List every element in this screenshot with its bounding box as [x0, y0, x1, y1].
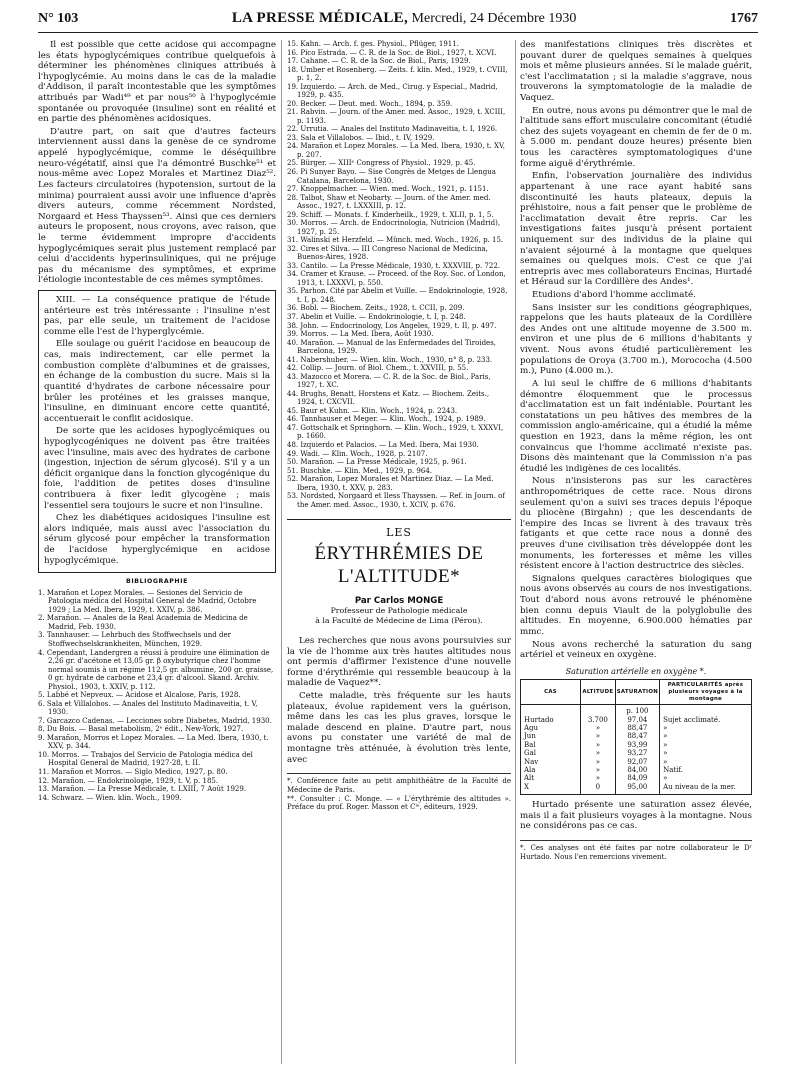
table-cell: Hurtado: [521, 716, 581, 724]
bib-entry: 8. Du Bois. — Basal metabolism, 2ᵉ édit., New-York, 1927.: [38, 725, 244, 734]
bib-entry: 5. Labbé et Nepveux. — Acidose et Alcalose, Paris, 1928.: [38, 691, 241, 700]
table-cell: Gal: [521, 749, 581, 757]
paragraph: Signalons quelques caractères biologiques que nous avons observés au cours de nos investigations. Tout d'abord nous avons retrouvé le phénomène bien connu depuis Viault de la polyglobulie des altitudes. En moyenne, 6.900.000 hématies par mmc.: [520, 573, 752, 637]
table-cell: 93,27: [615, 749, 659, 757]
table-cell: Sujet acclimaté.: [660, 716, 752, 724]
bib-entry: 12. Marañon. — Endokrinologie, 1929, t. V, p. 185.: [38, 776, 219, 785]
bib-entry: 16. Pico Estrada. — C. R. de la Soc. de Biol., 1927, t. XCVI.: [287, 48, 497, 57]
journal-title: [232, 10, 577, 27]
table-cell: »: [581, 724, 616, 732]
box-paragraph: Chez les diabétiques acidosiques l'insuline est alors indiquée, mais aussi avec l'association du sérum glycosé pour empêcher la transformation de l'acidose hyperglycémique en acidose hypoglycémique.: [44, 513, 270, 566]
paragraph: D'autre part, on sait que d'autres facteurs interviennent aussi dans la genèse de ce syndrome appelé hypoglycémique, comme le déséquilibre neuro-végétatif, ainsi que l'a démontré Buschke⁵¹ et nous-même avec Lopez Morales et Martinez Diaz⁵². Les facteurs circulatoires (hypotension, surtout de la minima) pourraient aussi avoir une influence d'après divers auteurs, comme récemment Nordsted, Norgaard et Hess Thayssen⁵³. Ainsi que ces derniers auteurs le proposent, nous croyons, avec raison, que le terme évidemment impropre d'accidents hypoglycémiques serait plus justement remplacé par celui d'accidents hyperinsuliniques, qui ne préjuge pas du mécanisme des symptômes, et exprime l'étiologie incontestable de ces mêmes symptômes.: [38, 126, 276, 286]
table-row: [521, 716, 752, 724]
bib-entry: 40. Marañon. — Manual de las Enfermedades del Tiroides, Barcelona, 1929.: [287, 338, 497, 356]
paragraph: des manifestations cliniques très discrètes et pouvant durer de quelques semaines à quelques mois et même plusieurs années. Si le malade guérit, c'est l'acclimatation ; si la maladie s'aggrave, nous trouverons la symptomatologie de la maladie de Vaquez.: [520, 40, 752, 104]
table-cell: »: [581, 741, 616, 749]
bib-entry: 6. Sala et Villalobos. — Anales del Instituto Madinaveitia, t. V, 1930.: [38, 699, 258, 717]
footnote: **. Consulter : C. Monge. — « L'érythrémie des altitudes ». Préface du prof. Roger. Masson et Cⁱᵉ, éditeurs, 1929.: [287, 794, 511, 812]
table-row: [521, 724, 752, 732]
bib-entry: 29. Schiff. — Monats. f. Kinderheilk., 1929, t. XLII, p. 1, 5.: [287, 210, 494, 219]
bib-entry: 50. Marañon. — La Presse Médicale, 1925, p. 961.: [287, 458, 467, 467]
table-cell-empty: [521, 705, 581, 716]
bib-entry: 52. Marañon, Lopez Morales et Martinez Diaz. — La Med. Ibera, 1930, t. XXV, p. 283.: [287, 475, 494, 492]
bib-entry: 26. Pi Sunyer Bayo. — Sise Congrès de Metges de Llengua Catalana, Barcelona, 1930.: [287, 167, 496, 185]
table-cell: Jun: [521, 732, 581, 740]
issue-date: Mercredi, 24 Décembre 1930: [411, 11, 577, 26]
article-title: ÉRYTHRÉMIES DE L'ALTITUDE*: [314, 542, 484, 587]
column-rule: [515, 40, 516, 1064]
table-cell: Au niveau de la mer.: [660, 783, 752, 795]
table-row: [521, 732, 752, 740]
box-paragraph: De sorte que les acidoses hypoglycémiques ou hypoglycogéniques ne doivent pas être traitées avec l'insuline, mais avec des hydrates de carbone (ingestion, injection de sérum glycosé). S'il y a un déficit organique dans la fonction glycogénique du foie, l'addition de petites doses d'insuline contribuera à fixer ledit glycogène ; mais l'essentiel sera toujours le sucre et non l'insuline.: [44, 426, 270, 511]
bib-entry: 23. Sala et Villalobos. — Ibid., t. IV, 1929.: [287, 133, 435, 142]
bib-entry: 30. Morros. — Arch. de Endocrinologia, Nutricion (Madrid), 1927, p. 25.: [287, 219, 501, 236]
bib-entry: 31. Walinski et Herzfeld. — Münch. med. Woch., 1926, p. 15.: [287, 236, 504, 245]
table-cell: Bal: [521, 741, 581, 749]
table-cell: »: [581, 774, 616, 782]
bib-entry: 1. Marañon et Lopez Morales. — Sesiones del Servicio de Patologia médica del Hospital General de Madrid, Octobre 1929 ; La Med. Ibera, 1929, t. XXIV, p. 386.: [38, 588, 257, 614]
table-unit: p. 100: [615, 705, 659, 716]
table-cell: »: [660, 724, 752, 732]
box-paragraph: XIII. — La conséquence pratique de l'étude antérieure est très intéressante : l'insuline n'est pas, par elle seule, un traitement de l'acidose comme elle l'est de l'hyperglycémie.: [44, 295, 270, 337]
bib-entry: 13. Marañon. — La Presse Médicale, t. LXIII, 7 Août 1929.: [38, 785, 247, 794]
bib-entry: 39. Morros. — La Med. Ibera, Août 1930.: [287, 330, 434, 339]
table-cell: »: [581, 758, 616, 766]
bib-entry: 15. Kahn. — Arch. f. ges. Physiol., Pflüger, 1911.: [287, 40, 459, 48]
paragraph: En outre, nous avons pu démontrer que le mal de l'altitude sans effort musculaire concomitant (étudié chez des sujets voyageant en chemin de fer de 0 m. à 5.000 m. pendant douze heures) présente bien tous les caractères symptomatologiques d'une forme aiguë d'érythrémie.: [520, 105, 752, 169]
paragraph: A lui seul le chiffre de 6 millions d'habitants démontre éloquemment que le processus d'acclimatation est un fait indéniable. Pourtant les constatations un peu hâtives des membres de la commission anglo-américaine, qui a étudié la même question en 1923, dans la même région, les ont convaincus que l'homme acclimaté n'existe pas. Disons dès maintenant que la Commission n'a pas étudié les indigènes de ces localités.: [520, 378, 752, 474]
table-cell: 92,07: [615, 758, 659, 766]
table-header: ALTITUDE: [581, 680, 616, 705]
bib-entry: 18. Umber et Rosenberg. — Zeits. f. klin. Med., 1929, t. CVIII, p. 1, 2.: [287, 65, 508, 83]
table-cell: »: [660, 758, 752, 766]
bib-entry: 11. Marañon et Morros. — Siglo Medico, 1927, p. 80.: [38, 767, 228, 776]
table-cell: Alt: [521, 774, 581, 782]
table-cell: »: [660, 741, 752, 749]
table-row: [521, 749, 752, 757]
table-header: CAS: [521, 680, 581, 705]
bib-entry: 22. Urrutia. — Anales del Instituto Madinaveitia, t. I, 1926.: [287, 125, 498, 134]
bib-entry: 53. Nordsted, Norgaard et Iless Thayssen. — Ref. in Journ. of the Amer. med. Assoc., 1930, t. XCIV, p. 676.: [287, 492, 505, 509]
paragraph: Sans insister sur les conditions géographiques, rappelons que les hauts plateaux de la Cordillère des Andes ont une altitude moyenne de 3.500 m. environ et une plus de 6 millions d'habitants y vivent. Nous avons étudié particulièrement les populations de Oroya (3.700 m.), Morococha (4.500 m.), Puno (4.000 m.).: [520, 302, 752, 377]
table-cell: »: [660, 732, 752, 740]
bib-entry: 44. Brughs, Benatt, Horstens et Katz. — Biochem. Zeits., 1924, t. CXCVII.: [287, 389, 490, 407]
column-right: [520, 40, 752, 862]
bib-entry: 19. Izquierdo. — Arch. de Med., Cirug. y Especial., Madrid, 1929, p. 435.: [287, 82, 498, 100]
bib-entry: 14. Schwarz. — Wien. klin. Woch., 1909.: [38, 793, 182, 802]
table-cell: X: [521, 783, 581, 795]
bib-entry: 41. Nabershuber. — Wien. klin. Woch., 1930, n° 8, p. 233.: [287, 355, 493, 364]
table-body: [521, 705, 752, 795]
journal-name: LA PRESSE MÉDICALE,: [231, 10, 409, 26]
table-cell: 3.700: [581, 716, 616, 724]
paragraph: Nous n'insisterons pas sur les caractères anthropométriques de cette race. Nous dirons seulement qu'on a suivi ses traces depuis l'époque du pliocène (Birgahn) ; que les descendants de l'empire des Incas se livrent à des travaux très fatigants et que cette race nous a donné des preuves d'une civilisation très développée dont les monuments, les forteresses et même les villes résistent encore à l'action destructrice des siècles.: [520, 476, 752, 572]
table-cell: Agu: [521, 724, 581, 732]
table-cell: »: [660, 774, 752, 782]
table-cell: 0: [581, 783, 616, 795]
bib-entry: 10. Morros. — Trabajos del Servicio de Patologia médica del Hospital General de Madrid, 1927-28, t. II.: [38, 750, 253, 768]
bib-entry: 20. Becker. — Deut. med. Woch., 1894, p. 359.: [287, 99, 453, 108]
table-cell-empty: [660, 705, 752, 716]
paragraph: Etudions d'abord l'homme acclimaté.: [532, 290, 696, 301]
box-paragraph: Elle soulage ou guérit l'acidose en beaucoup de cas, mais indirectement, car elle permet la combustion complète d'albumines et de graisses, en échange de la combustion du sucre. Mais si la quantité d'hydrates de carbone nécessaire pour brûler les protéines et les graisses manque, l'insuline, en diminuant encore cette quantité, accentuerait le conflit acidosique.: [44, 339, 270, 424]
bib-entry: 46. Tannhauser et Meger. — Klin. Woch., 1924, p. 1989.: [287, 415, 486, 424]
table-cell: 97,04: [615, 716, 659, 724]
bib-entry: 51. Buschke. — Klin. Med., 1929, p. 964.: [287, 466, 433, 475]
bib-entry: 36. Bobl. — Biochem. Zeits., 1928, t. CCII, p. 209.: [287, 304, 465, 313]
table-cell: »: [660, 749, 752, 757]
bib-entry: 21. Rabvin. — Journ. of the Amer. med. Assoc., 1929, t. XCIII, p. 1193.: [287, 108, 506, 125]
paragraph: Nous avons recherché la saturation du sang artériel et veineux en oxygène.: [520, 639, 752, 661]
bib-entry: 24. Marañon et Lopez Morales. — La Med. Ibera, 1930, t. XV, p. 207.: [287, 142, 506, 159]
bib-entry: 38. John. — Endocrinology, Los Angeles, 1929, t. II, p. 497.: [287, 321, 497, 330]
paragraph: Les recherches que nous avons poursuivies sur la vie de l'homme aux très hautes altitudes nous ont permis d'affirmer l'existence d'une nouvelle forme d'érythrémie qui ressemble beaucoup à la maladie de Vaquez**.: [287, 635, 511, 689]
column-rule: [281, 40, 282, 1064]
bib-entry: 9. Marañon, Morros et Lopez Morales. — La Med. Ibera, 1930, t. XXV, p. 344.: [38, 733, 269, 751]
saturation-table: [520, 679, 752, 795]
affiliation-line: Professeur de Pathologie médicale: [330, 606, 468, 616]
bib-entry: 7. Garcazco Cadenas. — Lecciones sobre Diabetes, Madrid, 1930.: [38, 716, 272, 725]
issue-number: N° 103: [38, 11, 79, 26]
bib-entry: 48. Izquierdo et Palacios. — La Med. Ibera, Mai 1930.: [287, 440, 479, 449]
column-middle: [287, 40, 511, 812]
paragraph: Il est possible que cette acidose qui accompagne les états hypoglycémiques contribue quelquefois à déterminer les phénomènes cliniques attribués à l'hypoglycémie. Au moins dans le cas de la maladie d'Addison, il paraît incontestable que les symptômes attribués par Wadi⁴⁹ et par nous⁵⁰ à l'hypoglycémie spontanée ou provoquée (insuline) sont en réalité et en partie des phénomènes acidosiques.: [38, 40, 276, 125]
paragraph: Enfin, l'observation journalière des individus appartenant à une race ayant habité sans discontinuité les hauts plateaux, depuis la préhistoire, nous a fait penser que le problème de l'acclimatation devait être repris. Car les investigations faites jusqu'à présent portaient uniquement sur des individus de la plaine qui n'avaient séjourné à la montagne que quelques semaines ou quelques mois. C'est ce que j'ai entrepris avec mes collaborateurs Encinas, Hurtadé et Héraud sur la Cordillère des Andes¹.: [520, 171, 752, 288]
table-cell: »: [581, 766, 616, 774]
bib-entry: 17. Cahane. — C. R. de la Soc. de Biol., Paris, 1929.: [287, 57, 471, 66]
bib-entry: 37. Abelin et Vuille. — Endokrinologie, t. I, p. 248.: [287, 313, 466, 321]
bib-entry: 25. Bürger. — XIIIᵉ Congress of Physiol., 1929, p. 45.: [287, 159, 476, 168]
table-header: PARTICULARITÉS après plusieurs voyages à la montagne: [660, 680, 752, 705]
bibliography-heading: BIBLIOGRAPHIE: [126, 578, 188, 586]
footnote: *. Conférence faite au petit amphithéâtre de la Faculté de Médecine de Paris.: [287, 777, 511, 794]
table-row: [521, 758, 752, 766]
table-row: [521, 766, 752, 774]
bib-entry: 3. Tannhauser. — Lehrbuch des Stoffwechsels und der Stoffwechselskrankheiten, München, 1929.: [38, 631, 231, 648]
bibliography-list: [38, 589, 276, 802]
bib-entry: 2. Marañon. — Anales de la Real Academia de Medicina de Madrid, Feb. 1930.: [38, 614, 248, 631]
table-cell: 84,09: [615, 774, 659, 782]
table-cell: 88,47: [615, 724, 659, 732]
table-row: [521, 774, 752, 782]
table-cell: »: [581, 749, 616, 757]
table-cell: Nav: [521, 758, 581, 766]
bib-entry: 27. Knoppelmacher. — Wien. med. Woch., 1921, p. 1151.: [287, 185, 489, 194]
table-caption: Saturation artérielle en oxygène *.: [565, 666, 707, 676]
table-header: SATURATION: [615, 680, 659, 705]
table-cell: 84,00: [615, 766, 659, 774]
table-cell: »: [581, 732, 616, 740]
paragraph: Cette maladie, très fréquente sur les hauts plateaux, évolue rapidement vers la guérison, même dans les cas les plus graves, lorsque le malade descend en plaine. D'autre part, nous avons pu constater une variété de mal de montagne très atténuée, à évolution très lente, avec: [287, 690, 511, 765]
table-cell: 95,00: [615, 783, 659, 795]
table-cell-empty: [581, 705, 616, 716]
affiliation-line: à la Faculté de Médecine de Lima (Pérou).: [315, 616, 483, 626]
table-cell: Natif.: [660, 766, 752, 774]
article-section-label: LES: [287, 519, 511, 539]
bib-entry: 49. Wadi. — Klin. Woch., 1928, p. 2107.: [287, 449, 428, 458]
column-left: [38, 40, 276, 802]
bib-entry: 32. Cires et Silva. — III Congreso Nacional de Medicina, Buenos-Aires, 1928.: [287, 244, 488, 262]
table-cell: 88,47: [615, 732, 659, 740]
reference-list: [287, 40, 511, 509]
page-number: 1767: [730, 11, 758, 26]
bib-entry: 35. Parhon. Cité par Abelin et Vuille. — Endokrinologie, 1928, t. I, p. 248.: [287, 287, 508, 304]
table-row: [521, 783, 752, 795]
bib-entry: 4. Cependant, Landergren a réussi à produire une élimination de 2,26 gr. d'acétone et 13,05 gr. β oxybutyrique chez l'homme normal soumis à un régime 112,5 gr. albumine, 200 gr. graisse, 0 gr. hydrate de carbone et 23,4 gr. d'alcool. Skand. Archiv. Physiol., 1903, t. XXIV, p. 112.: [38, 648, 274, 691]
footnote: *. Ces analyses ont été faites par notre collaborateur le Dʳ Hurtado. Nous l'en remercions vivement.: [520, 840, 752, 862]
bib-entry: 45. Baur et Kuhn. — Klin. Woch., 1924, p. 2243.: [287, 406, 458, 415]
bib-entry: 43. Mazocco et Morera. — C. R. de la Soc. de Biol., Paris, 1927, t. XC.: [287, 372, 491, 390]
bib-entry: 42. Collip. — Journ. of Biol. Chem., t. XXVIII, p. 55.: [287, 364, 469, 373]
page-header: [38, 10, 758, 33]
paragraph: Hurtado présente une saturation assez élevée, mais il a fait plusieurs voyages à la montagne. Nous ne considérons pas ce cas.: [520, 800, 752, 832]
conclusion-box: [38, 290, 276, 573]
footnotes: [287, 773, 511, 812]
article-author: Par Carlos MONGE: [354, 595, 444, 606]
bib-entry: 47. Gottschalk et Springhorn. — Klin. Woch., 1929, t. XXXVI, p. 1660.: [287, 423, 504, 441]
bib-entry: 33. Cantilo. — La Presse Médicale, 1930, t. XXXVIII, p. 722.: [287, 261, 501, 270]
table-cell: Ala: [521, 766, 581, 774]
author-affiliation: [287, 606, 511, 625]
table-cell: 93,99: [615, 741, 659, 749]
table-row: [521, 741, 752, 749]
bib-entry: 34. Cramer et Krause. — Proceed. of the Roy. Soc. of London, 1913, t. LXXXVI, p. 550.: [287, 270, 506, 287]
bib-entry: 28. Talbot, Shaw et Neobarty. — Journ. of the Amer. med. Assoc., 1927, t. LXXXIII, p. 12.: [287, 193, 491, 211]
